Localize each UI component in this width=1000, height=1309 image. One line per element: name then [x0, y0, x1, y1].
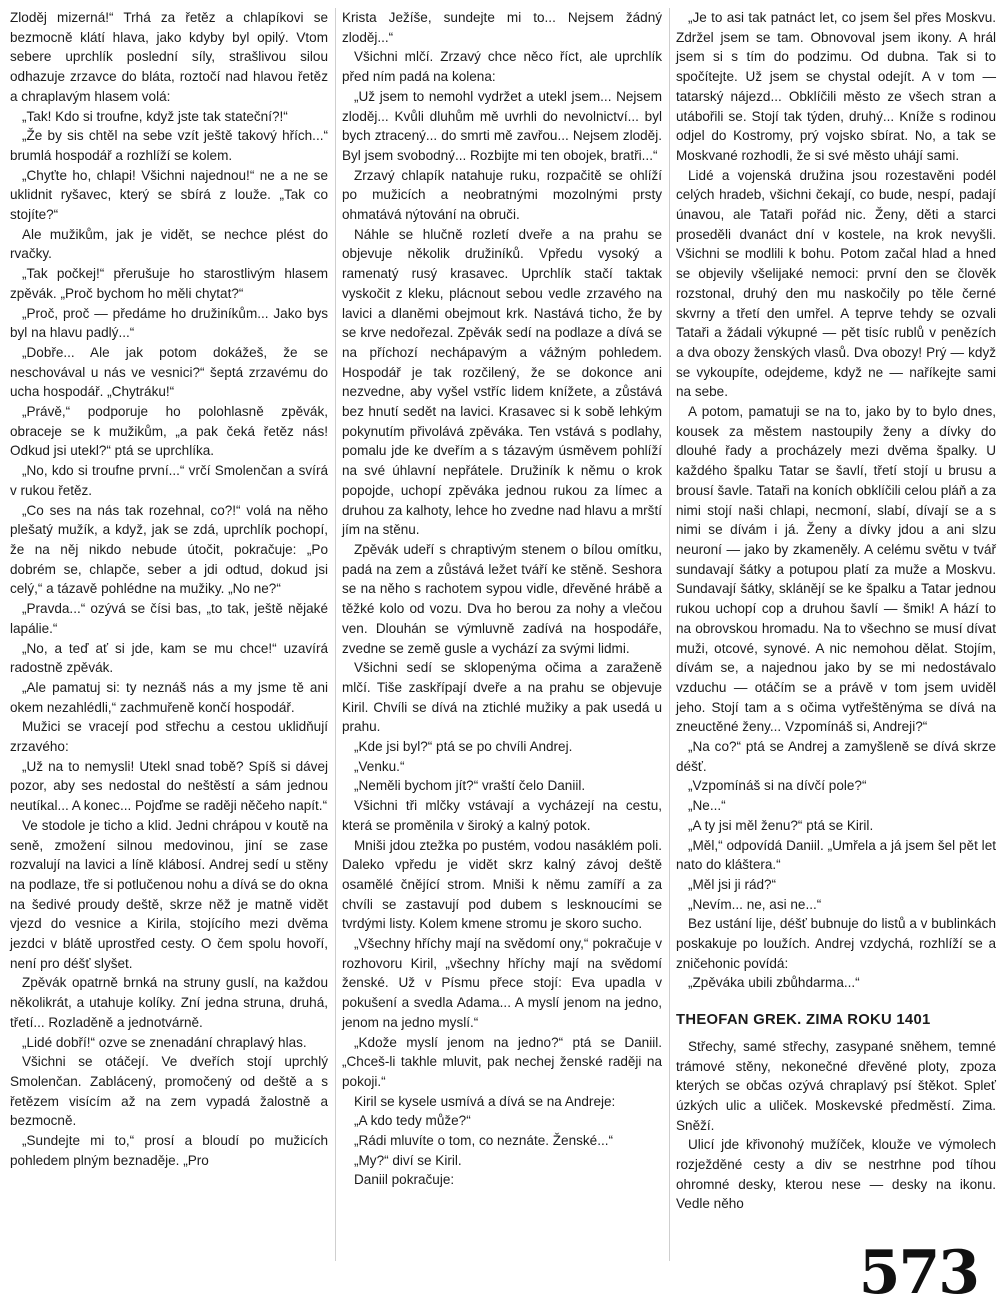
paragraph: Všichni sedí se sklopenýma očima a zaraženě mlčí. Tiše zaskřípají dveře a na prahu se objevuje Kiril. Chvíli se dívá na ztichlé mužiky a pak usedá u prahu. — [342, 660, 662, 735]
column-divider — [669, 8, 670, 1261]
paragraph: „Že by sis chtěl na sebe vzít ještě takový hřích...“ brumlá hospodář a rozhlíží se kolem. — [10, 128, 328, 163]
paragraph: „A ty jsi měl ženu?“ ptá se Kiril. — [688, 817, 874, 833]
paragraph: „No, a teď ať si jde, kam se mu chce!“ uzavírá radostně zpěvák. — [10, 640, 328, 676]
paragraph: „Už jsem to nemohl vydržet a utekl jsem... Nejsem zloděj... Kvůli dluhům mě uvrhli do nevolnictví... byl bych ztracený... do smrti mě zavřou... Nejsem zloděj. Byl jsem svobodný... Rozbijte mi ten obojek, bratři...“ — [342, 88, 662, 163]
paragraph: Všichni se otáčejí. Ve dveřích stojí uprchlý Smolenčan. Zablácený, promočený od deště a s řetězem visícím až na zem vypadá žalostně a bezmocně. — [10, 1054, 328, 1129]
paragraph: „Chyťte ho, chlapi! Všichni najednou!“ ne a ne se uklidnit ryšavec, který se sbírá z louže. „Tak co stojíte?“ — [10, 167, 328, 223]
paragraph: „Tak! Kdo si troufne, když jste tak stateční?!“ — [22, 108, 288, 124]
column-3-body — [676, 8, 996, 993]
section-body — [676, 1037, 996, 1214]
paragraph: Náhle se hlučně rozletí dveře a na prahu se objevuje několik družiníků. Vpředu vysoký a ramenatý rusý krasavec. Uprchlík stačí taktak vyskočit z kleku, plácnout sebou vedle zrzavého na lavici a dlaněmi obejmout krk. Nastává ticho, že by se krve nedořezal. Zpěvák sedí na podlaze a dívá se na příchozí nechápavým a vážným pohledem. Hospodář je tak rozčilený, že se dokonce ani nezvedne, aby vyšel vstříc lidem knížete, a zůstává bez hnutí sedět na lavici. Krasavec si k sobě lehkým pokynutím přivolává zpěváka. Ten vstává s podlahy, pomalu jde ke dveřím a s tázavým úsměvem pohlíží na své úhlavní nepřátele. Družiník k němu o krok popojde, uchopí zpěváka jednou rukou za límec a druhou za kalhoty, lehce ho zvedne nad hlavu a mrští jím na stěnu. — [342, 226, 662, 538]
paragraph: „Lidé dobří!“ ozve se znenadání chraplavý hlas. — [22, 1034, 307, 1050]
page-number: 573 — [858, 1238, 978, 1308]
paragraph: Mužici se vracejí pod střechu a cestou uklidňují zrzavého: — [10, 719, 328, 755]
paragraph: „Co ses na nás tak rozehnal, co?!“ volá na něho plešatý mužík, a když, jak se zdá, uprchlík pochopí, že na něj nikdo nebude útočit, pokračuje: „Po dobrém se, chlapče, seber a jdi odtud, dokud jsi celý,“ a tázavě pohlédne na mužiky. „No ne?“ — [10, 502, 328, 597]
paragraph: Lidé a vojenská družina jsou rozestavěni podél celých hradeb, všichni čekají, co bude, nespí, padají únavou, ale Tataři pořád nic. Ženy, děti a starci proseděli dvanáct dní v kostele, na krok nevyšli. Všichni se modlili k bohu. Potom začal hlad a hned se objevily všelijaké nemoci: první den se člověk rozstonal, druhý den mu naskočily po těle černé skvrny a třetí den umřel. A teprve tehdy se ozvali Tataři a žádali výkupné — pět tisíc rublů v penězích a dva obozy ženských vlasů. Dva obozy! Prý — když se vykoupíte, odejdeme, když ne — naříkejte sami na sebe. — [676, 167, 996, 400]
section-gap — [676, 993, 996, 1007]
paragraph: „Právě,“ podporuje ho polohlasně zpěvák, obraceje se k mužikům, „a pak čeká řetěz nás! Odkud jsi utekl?“ ptá se uprchlíka. — [10, 404, 328, 459]
column-divider — [335, 8, 336, 1261]
text-column-1 — [10, 8, 328, 1170]
paragraph: „No, kdo si troufne první...“ vrčí Smolenčan a svírá v rukou řetěz. — [10, 463, 328, 498]
paragraph: Zloděj mizerná!“ Trhá za řetěz a chlapíkovi se bezmocně klátí hlava, jako kdyby byl opilý. Vtom sebere uprchlík poslední síly, strašlivou silou odhazuje zrzavce do bláta, roztočí nad hlavou řetěz a chraplavým hlasem volá: — [10, 10, 328, 104]
paragraph: „Už na to nemysli! Utekl snad tobě? Spíš si dávej pozor, aby ses nedostal do neštěstí a sám jednou neutíkal... A konec... Pojďme se raději něčeho napít.“ — [10, 758, 328, 814]
paragraph: Daniil pokračuje: — [354, 1172, 455, 1188]
paragraph: Všichni tři mlčky vstávají a vycházejí na cestu, která se proměnila v široký a kalný potok. — [342, 798, 662, 833]
paragraph: Mniši jdou ztežka po pustém, vodou nasáklém poli. Daleko vpředu je vidět skrz kalný závoj deště osamělé čnějící strom. Mniši k němu zamíří a za chvíli se zastavují pod dubem s lesknoucími se tvrdými listy. Kolem kmene stromu je skoro sucho. — [342, 837, 662, 932]
paragraph: Kiril se kysele usmívá a dívá se na Andreje: — [354, 1093, 616, 1109]
paragraph: „Pravda...“ ozývá se čísi bas, „to tak, ještě nějaké lapálie.“ — [10, 601, 328, 636]
paragraph: Zrzavý chlapík natahuje ruku, rozpačitě se ohlíží po mužicích a neobratnými mozolnými prsty ohmatává nýtování na obruči. — [342, 167, 662, 223]
paragraph: „Měl,“ odpovídá Daniil. „Umřela a já jsem šel pět let nato do kláštera.“ — [676, 837, 996, 873]
paragraph: „Tak počkej!“ přerušuje ho starostlivým hlasem zpěvák. „Proč bychom ho měli chytat?“ — [10, 266, 328, 301]
paragraph: „Kdože myslí jenom na jedno?“ ptá se Daniil. „Chceš-li takhle mluvit, pak nechej ženské raději na pokoji.“ — [342, 1034, 662, 1089]
paragraph: „Vzpomínáš si na dívčí pole?“ — [688, 778, 867, 794]
paragraph: „Rádi mluvíte o tom, co neznáte. Ženské...“ — [354, 1133, 614, 1149]
paragraph: Krista Ježíše, sundejte mi to... Nejsem žádný zloděj...“ — [342, 10, 662, 45]
paragraph: A potom, pamatuji se na to, jako by to bylo dnes, kousek za městem nastoupily ženy a dívky do dlouhé řady a procházely mezi dvěma špalky. U každého špalku Tatar se šavlí, třetí stojí u brusu a brousí šavle. Tataři na koních obklíčili celou pláň a za nimi stojí naši chlapi, necmoní, slabí, dívají se a s nimi se dívám i já. Ženy a dívky jdou a ani slzu neuroní — jako by zkameněly. A celému světu v tvář sundavají šátky a potupou platí za muže a Moskvu. Sundavají šátky, sklánějí se ke špalku a Tatar jednou rukou uchopí cop a druhou šavlí — šmik! A hází to na obrovskou hromadu. Na to všechno se musí dívat muži, otcové, synové. A nic nemohou dělat. Stojím, dívám se, a najednou jako by se mi nedostávalo vzduchu — otáčím se a právě v tom jsem uviděl jeho. Stojí tam a s očima vytřeštěnýma se dívá na zneuctěné ženy... Vzpomínáš si, Andreji?“ — [676, 404, 996, 735]
paragraph: Ve stodole je ticho a klid. Jedni chrápou v koutě na seně, zmožení silnou medovinou, jiní se zase rozvalují na lavici a líně klábosí. Andrej sedí u stěny na podlaze, tře si potlučenou nohu a dívá se do okna na šedivé proudy deště, skrze něž je matně vidět vjezd do vesnice a Kirila, stojícího mezi dvěma jezdci v blátě uprostřed cesty. O čem spolu hovoří, není pro déšť slyšet. — [10, 817, 328, 971]
paragraph: „Venku.“ — [354, 758, 405, 774]
paragraph: „Na co?“ ptá se Andrej a zamyšleně se dívá skrze déšť. — [676, 739, 996, 774]
paragraph: „My?“ diví se Kiril. — [354, 1152, 462, 1168]
paragraph: „Zpěváka ubili zbůhdarma...“ — [688, 975, 860, 991]
text-column-2 — [342, 8, 662, 1190]
paragraph: Všichni mlčí. Zrzavý chce něco říct, ale uprchlík před ním padá na kolena: — [342, 49, 662, 85]
paragraph: Ulicí jde křivonohý mužíček, klouže ve výmolech rozježděné cesty a div se nestrhne pod tíhou ohromné desky, kterou nese — desky na ikonu. Vedle něho — [676, 1137, 996, 1212]
paragraph: Ale mužikům, jak je vidět, se nechce plést do rvačky. — [10, 226, 328, 262]
paragraph: „A kdo tedy může?“ — [354, 1113, 471, 1129]
paragraph: „Nevím... ne, asi ne...“ — [688, 896, 822, 912]
paragraph: „Neměli bychom jít?“ vraští čelo Daniil. — [354, 778, 586, 794]
paragraph: „Ne...“ — [688, 798, 726, 814]
paragraph: „Měl jsi ji rád?“ — [688, 876, 777, 892]
paragraph: „Sundejte mi to,“ prosí a bloudí po mužicích pohledem plným beznaděje. „Pro — [10, 1133, 328, 1168]
paragraph: Zpěvák udeří s chraptivým stenem o bílou omítku, padá na zem a zůstává ležet tváří ke stěně. Seshora se na něho s rachotem sypou vidle, dřevěné hrábě a těžké kolo od vozu. Dva ho berou za nohy a vlečou ven. Dlouhán se výmluvně zadívá na hospodáře, zvedne se země gusle a vychází za svými lidmi. — [342, 541, 662, 656]
paragraph: „Všechny hříchy mají na svědomí ony,“ pokračuje v rozhovoru Kiril, „všechny hříchy mají na svědomí ženské. Už v Písmu přece stojí: Eva upadla v pokušení a svedla Adama... A myslí jenom na jedno, jenom na jedno myslí.“ — [342, 936, 662, 1030]
text-column-3 — [676, 8, 996, 1214]
paragraph: „Kde jsi byl?“ ptá se po chvíli Andrej. — [354, 739, 573, 755]
paragraph: Zpěvák opatrně brnká na struny guslí, na každou několikrát, a utahuje kolíky. Zní jedna struna, druhá, třetí... Rozladěně a jednotvárně. — [10, 975, 328, 1030]
paragraph: „Dobře... Ale jak potom dokážeš, že se neschovával u nás ve vesnici?“ šeptá zrzavému do ucha hospodář. „Chytráku!“ — [10, 344, 328, 400]
paragraph: Bez ustání lije, déšť bubnuje do listů a v bublinkách poskakuje po loužích. Andrej vzdychá, rozhlíží se a zničehonic povídá: — [676, 916, 996, 971]
paragraph: Střechy, samé střechy, zasypané sněhem, temné trámové stěny, nekonečné dřevěné ploty, zpoza kterých se občas ozývá chraplavý psí štěkot. Spleť úzkých ulic a uliček. Moskevské předměstí. Zima. Sněží. — [676, 1038, 996, 1133]
paragraph: „Je to asi tak patnáct let, co jsem šel přes Moskvu. Zdržel jsem se tam. Obnovoval jsem ikony. A hrál jsem si s tím do podzimu. Od dubna. Tak si to spočítejte. Už jsem se chystal odejít. A v tom — tatarský nájezd... Obklíčili město ze všech stran a utábořili se. Stojí tak týden, druhý... Kníže s rodinou odjel do Kostromy, prý vojsko sbírat. No, a tak se Moskvané rozhodli, že si své město uhájí sami. — [676, 10, 996, 163]
paragraph: „Ale pamatuj si: ty neznáš nás a my jsme tě ani okem nezahlédli,“ zachmuřeně končí hospodář. — [10, 679, 328, 715]
paragraph: „Proč, proč — předáme ho družiníkům... Jako bys byl na hlavu padlý...“ — [10, 305, 328, 341]
section-heading: THEOFAN GREK. ZIMA ROKU 1401 — [676, 1012, 931, 1029]
